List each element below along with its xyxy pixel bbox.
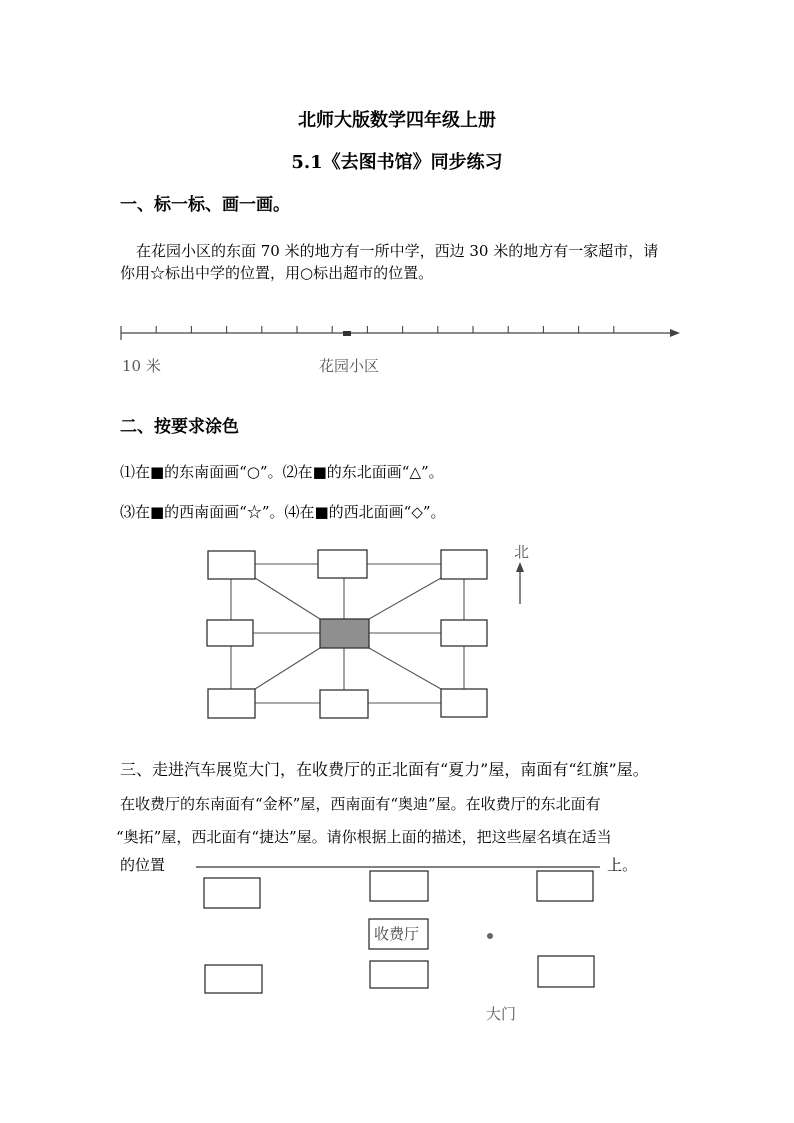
section3-line4-start: 的位置: [120, 856, 166, 874]
number-line-arrow-icon: [670, 329, 680, 337]
section3-line2: 在收费厅的东南面有“金杯”屋，西南面有“奥迪”屋。在收费厅的东北面有: [120, 795, 601, 813]
house-box-north: [370, 871, 428, 901]
section2-heading: 二、按要求涂色: [120, 417, 239, 437]
diagram-box-west: [207, 620, 253, 646]
page-title: 北师大版数学四年级上册: [298, 110, 496, 131]
direction-diagram: [207, 550, 524, 718]
diagram-box-east: [441, 620, 487, 646]
number-line-ticks: [156, 326, 614, 333]
number-line: [121, 326, 680, 340]
section1-heading: 一、标一标、画一画。: [120, 195, 290, 215]
scale-label: 10 米: [122, 357, 161, 375]
diagram-box-south: [320, 690, 368, 718]
origin-label: 花园小区: [319, 357, 380, 375]
house-box-northeast: [537, 871, 593, 901]
diagram-box-southwest: [208, 689, 255, 718]
page-subtitle: 5.1《去图书馆》同步练习: [291, 152, 503, 173]
north-label: 北: [514, 543, 530, 561]
section2-line1: ⑴在■的东南面画“○”。⑵在■的东北面画“△”。: [120, 463, 444, 481]
section3-line1: 三、走进汽车展览大门，在收费厅的正北面有“夏力”屋，南面有“红旗”屋。: [120, 760, 649, 779]
gate-dot: [487, 933, 493, 939]
toll-booth-label: 收费厅: [374, 925, 420, 943]
diagram-box-north: [318, 550, 367, 578]
garden-community-marker: [343, 331, 351, 336]
section1-text-line1: 在花园小区的东面 70 米的地方有一所中学，西边 30 米的地方有一家超市，请: [136, 242, 659, 260]
section3-line4-end: 上。: [607, 856, 638, 874]
house-box-southwest: [205, 965, 262, 993]
house-box-southeast: [538, 956, 594, 987]
diagram-center-square: [320, 619, 369, 648]
north-arrow-icon: [516, 562, 524, 572]
diagram-box-southeast: [441, 689, 487, 717]
house-box-south: [370, 961, 428, 988]
section1-text-line2: 你用☆标出中学的位置，用○标出超市的位置。: [120, 264, 434, 282]
diagram-box-northeast: [441, 550, 487, 579]
diagram-box-northwest: [208, 551, 255, 579]
section2-line2: ⑶在■的西南面画“☆”。⑷在■的西北面画“◇”。: [120, 503, 446, 521]
house-box-northwest: [204, 878, 260, 908]
gate-label: 大门: [486, 1005, 517, 1023]
section3-line3: “奥拓”屋，西北面有“捷达”屋。请你根据上面的描述，把这些屋名填在适当: [116, 828, 612, 846]
